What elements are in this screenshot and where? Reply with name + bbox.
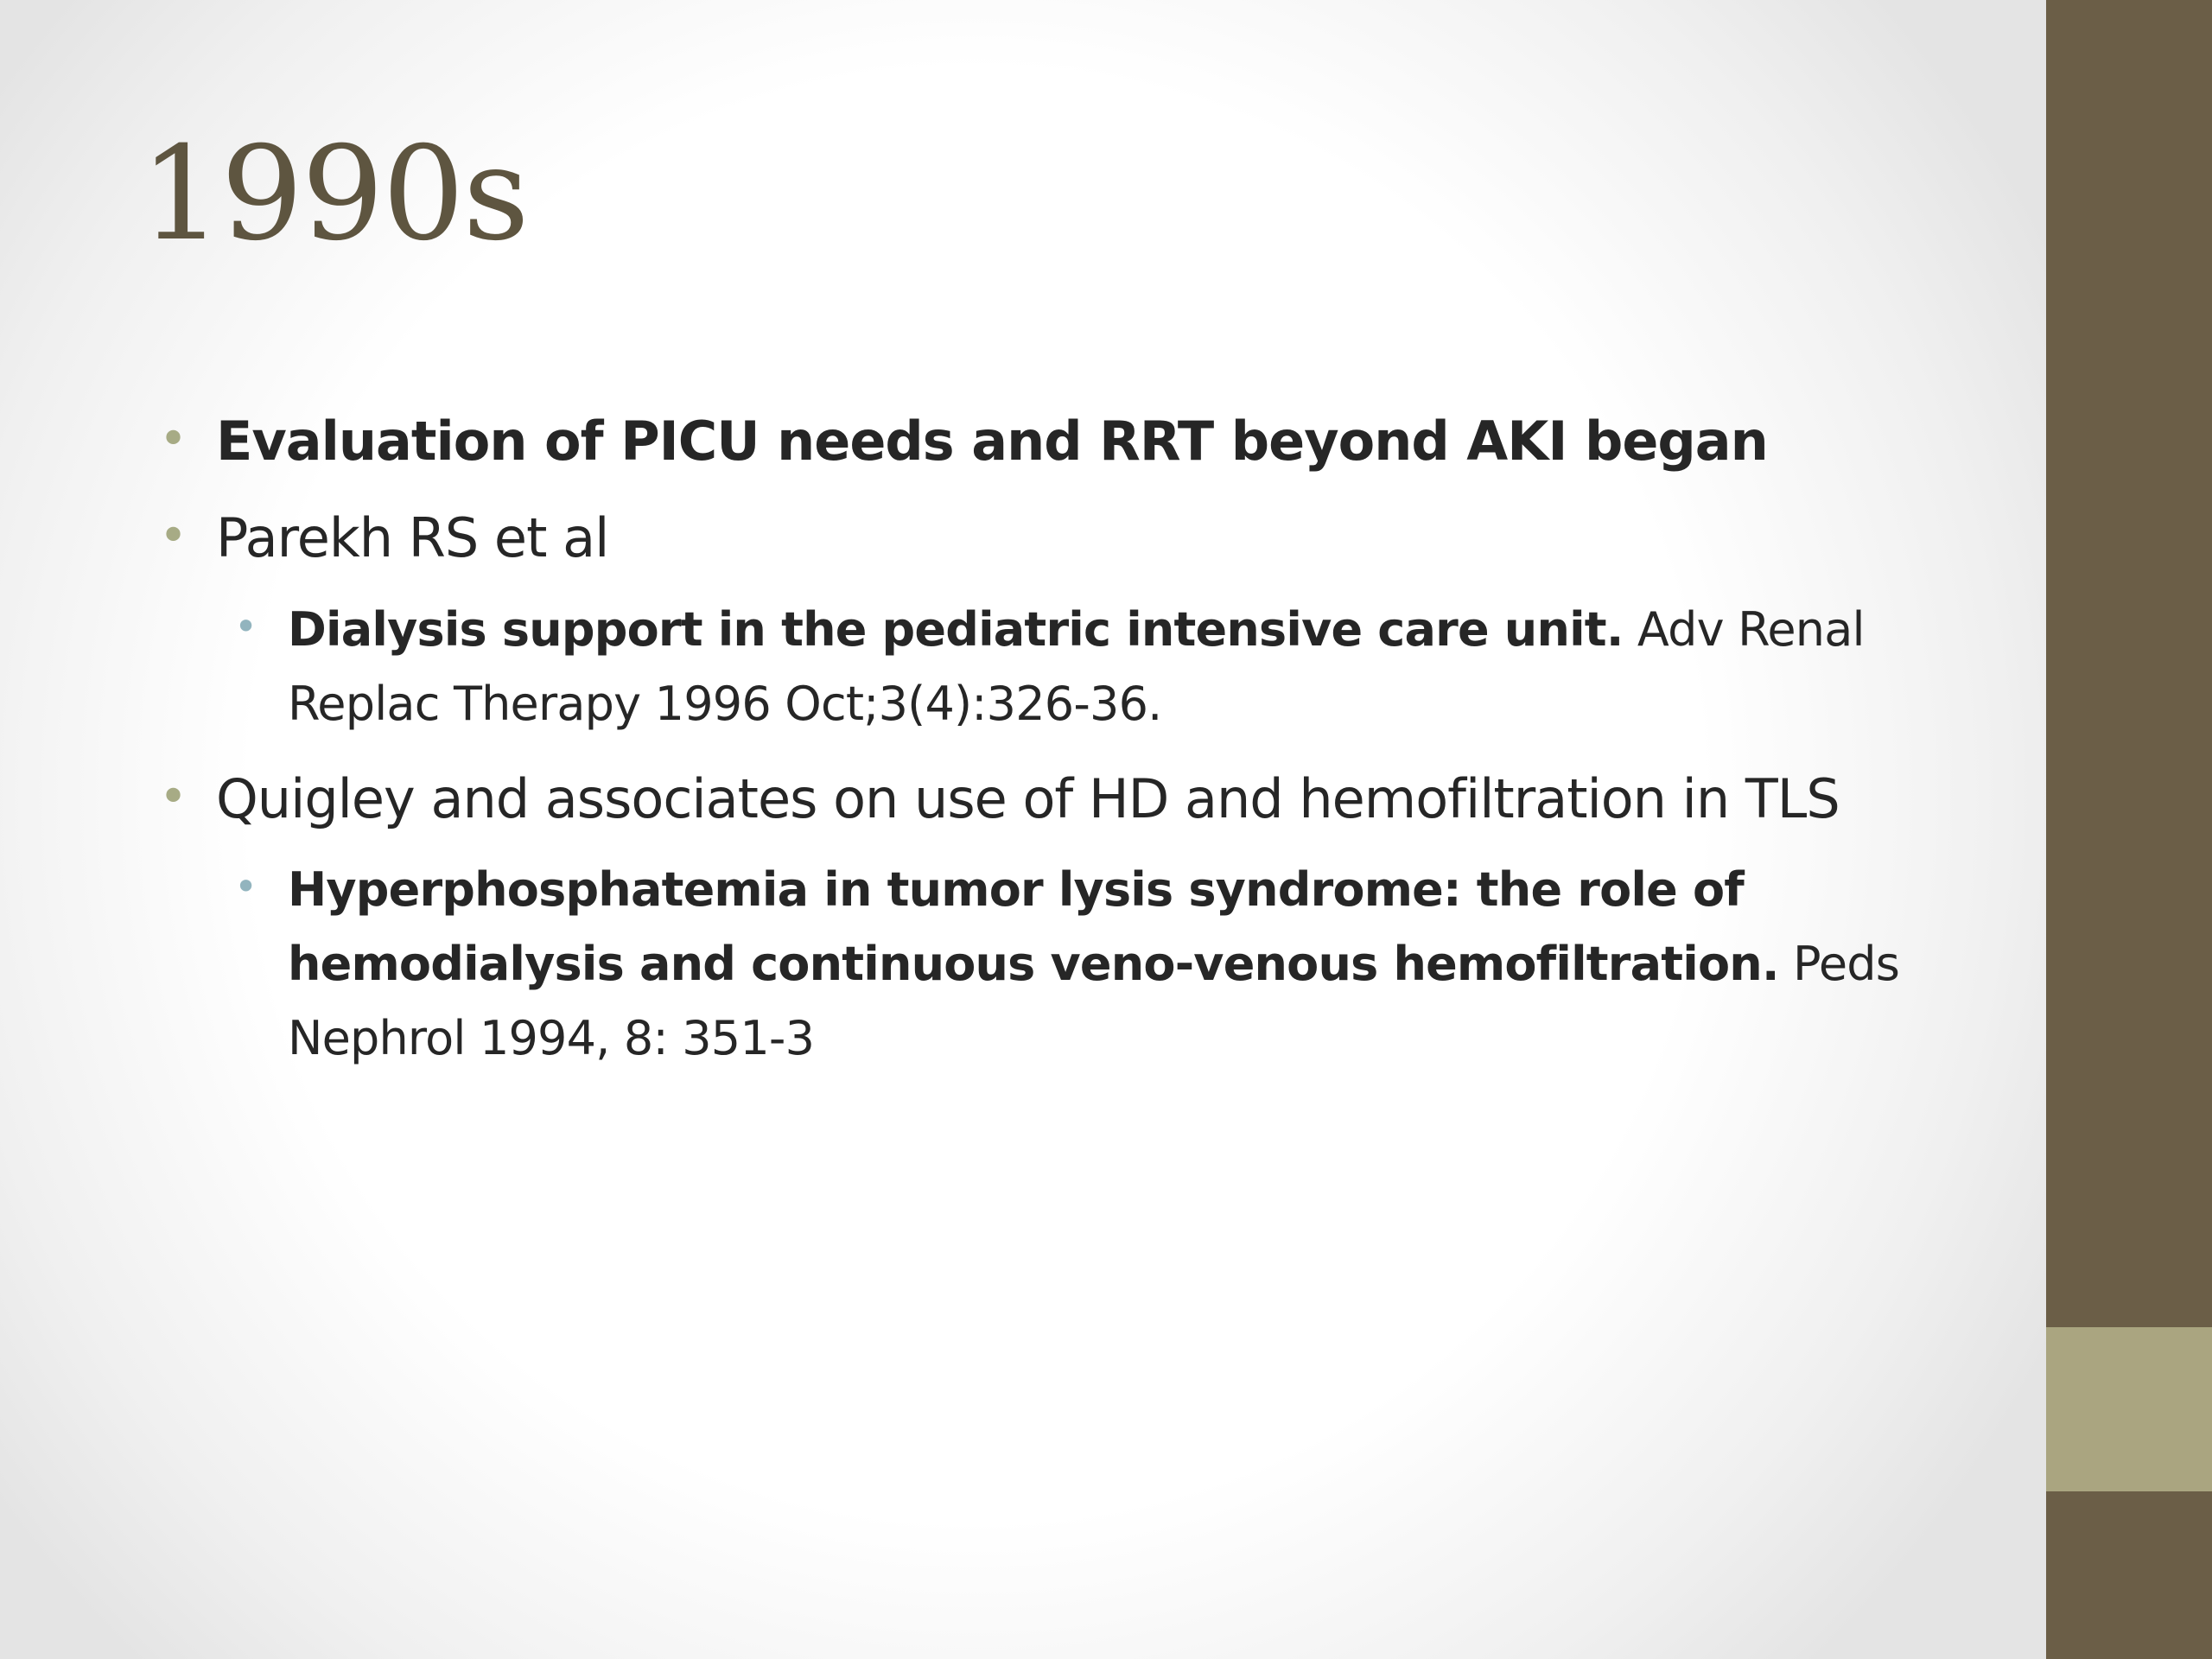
reference-citation: Peds Nephrol 1994, 8: 351-3 bbox=[288, 937, 1900, 1065]
bullet-icon: • bbox=[159, 769, 188, 825]
sub-list-item bbox=[234, 593, 1929, 741]
reference-title: Hyperphosphatemia in tumor lysis syndrome: the role of hemodialysis and continuous veno-venous hemofiltration. bbox=[288, 862, 1779, 991]
bullet-icon: • bbox=[234, 603, 257, 650]
list-item bbox=[159, 764, 1944, 835]
list-item bbox=[159, 406, 1944, 477]
list-item-text: Parekh RS et al bbox=[216, 506, 609, 569]
side-accent-block bbox=[2046, 1327, 2212, 1491]
reference-citation: Adv Renal Replac Therapy 1996 Oct;3(4):326-36. bbox=[288, 602, 1865, 731]
sub-list-item bbox=[234, 853, 1929, 1076]
list-item bbox=[159, 503, 1944, 574]
list-item-text: Quigley and associates on use of HD and hemofiltration in TLS bbox=[216, 767, 1840, 830]
bullet-icon: • bbox=[159, 508, 188, 564]
bullet-icon: • bbox=[234, 863, 257, 910]
slide-title: 1990s bbox=[140, 119, 528, 270]
reference-title: Dialysis support in the pediatric intensive care unit. bbox=[288, 602, 1624, 657]
bullet-icon: • bbox=[159, 411, 188, 467]
list-item-text: Evaluation of PICU needs and RRT beyond AKI began bbox=[216, 410, 1768, 473]
